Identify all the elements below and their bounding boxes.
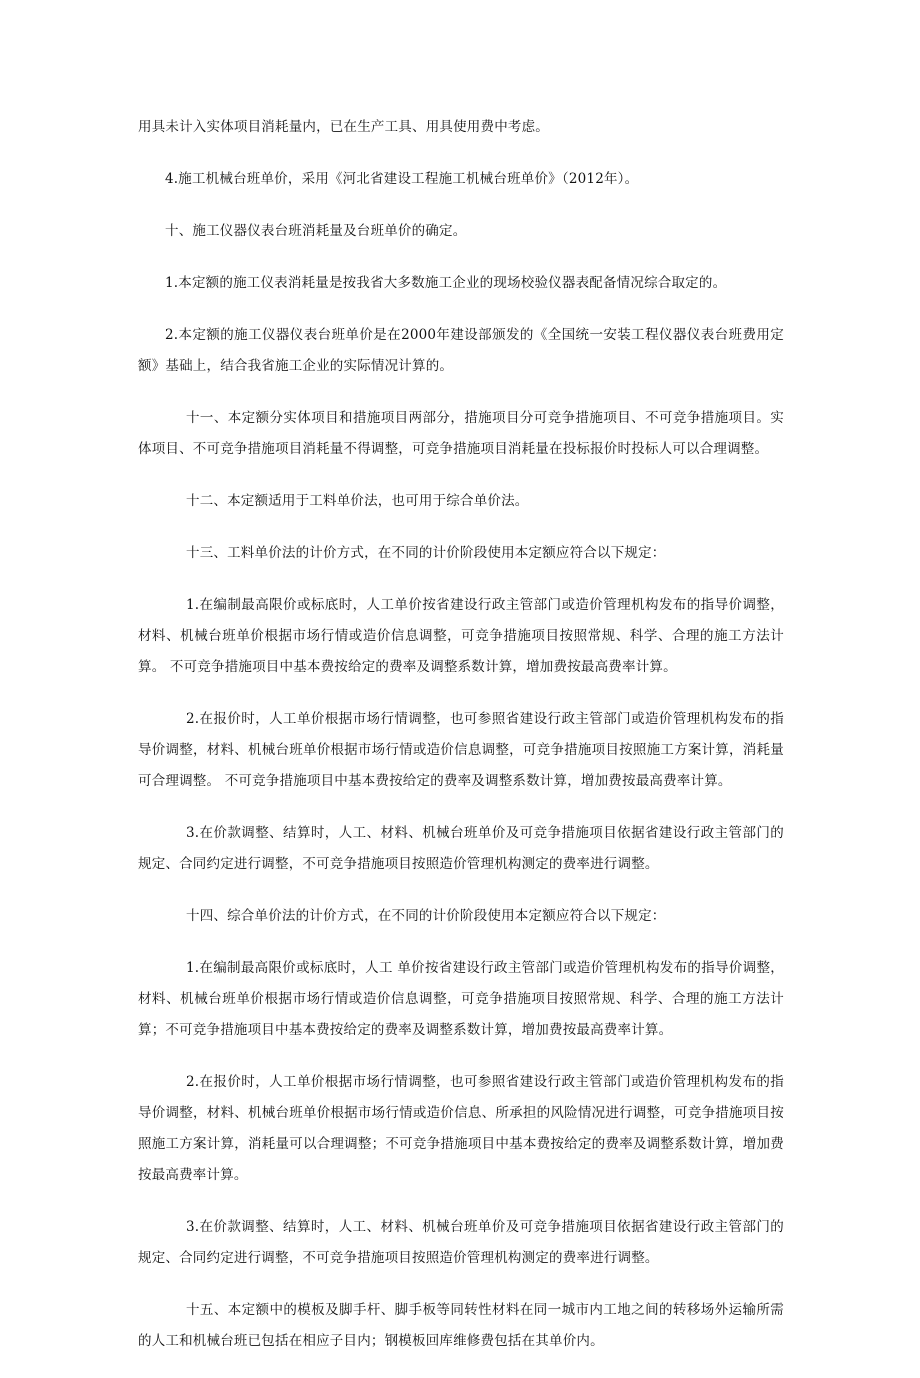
section-14-item-2: 2.在报价时，人工单价根据市场行情调整，也可参照省建设行政主管部门或造价管理机构发布的指导价调整，材料、机械台班单价根据市场行情或造价信息、所承担的风险情况进行调整，可竞争措施项目按照施工方案计算，消耗量可以合理调整；不可竞争措施项目中基本费按给定的费率及调整系数计算，增加费按最高费率计算。 <box>138 1074 784 1183</box>
section-14-item-3: 3.在价款调整、结算时，人工、材料、机械台班单价及可竞争措施项目依据省建设行政主管部门的规定、合同约定进行调整，不可竞争措施项目按照造价管理机构测定的费率进行调整。 <box>138 1219 784 1266</box>
section-12: 十二、本定额适用于工料单价法，也可用于综合单价法。 <box>186 493 529 509</box>
document-body <box>138 112 784 1378</box>
paragraph-continuation: 用具未计入实体项目消耗量内，已在生产工具、用具使用费中考虑。 <box>138 119 549 135</box>
section-13-item-2: 2.在报价时，人工单价根据市场行情调整，也可参照省建设行政主管部门或造价管理机构发布的指导价调整，材料、机械台班单价根据市场行情或造价信息调整，可竞争措施项目按照施工方案计算，消耗量可合理调整。 不可竞争措施项目中基本费按给定的费率及调整系数计算，增加费按最高费率计算。 <box>138 711 784 789</box>
section-11: 十一、本定额分实体项目和措施项目两部分，措施项目分可竞争措施项目、不可竞争措施项目。实体项目、不可竞争措施项目消耗量不得调整，可竞争措施项目消耗量在投标报价时投标人可以合理调整。 <box>138 410 784 457</box>
section-13-item-1: 1.在编制最高限价或标底时，人工单价按省建设行政主管部门或造价管理机构发布的指导价调整，材料、机械台班单价根据市场行情或造价信息调整，可竞争措施项目按照常规、科学、合理的施工方法计算。 不可竞争措施项目中基本费按给定的费率及调整系数计算，增加费按最高费率计算。 <box>138 597 784 675</box>
paragraph-instrument-consumption: 1.本定额的施工仪表消耗量是按我省大多数施工企业的现场校验仪器表配备情况综合取定的。 <box>165 275 727 291</box>
paragraph-instrument-rate: 2.本定额的施工仪器仪表台班单价是在2000年建设部颁发的《全国统一安装工程仪器仪表台班费用定额》基础上，结合我省施工企业的实际情况计算的。 <box>138 327 784 374</box>
section-15: 十五、本定额中的模板及脚手杆、脚手板等同转性材料在同一城市内工地之间的转移场外运输所需的人工和机械台班已包括在相应子目内；钢模板回库维修费包括在其单价内。 <box>138 1302 784 1349</box>
section-14-item-1: 1.在编制最高限价或标底时，人工 单价按省建设行政主管部门或造价管理机构发布的指导价调整，材料、机械台班单价根据市场行情或造价信息调整，可竞争措施项目按照常规、科学、合理的施工方法计算；不可竞争措施项目中基本费按给定的费率及调整系数计算，增加费按最高费率计算。 <box>138 960 784 1038</box>
section-heading-10: 十、施工仪器仪表台班消耗量及台班单价的确定。 <box>165 223 467 239</box>
section-13-item-3: 3.在价款调整、结算时，人工、材料、机械台班单价及可竞争措施项目依据省建设行政主管部门的规定、合同约定进行调整，不可竞争措施项目按照造价管理机构测定的费率进行调整。 <box>138 825 784 872</box>
section-13: 十三、工料单价法的计价方式，在不同的计价阶段使用本定额应符合以下规定： <box>186 545 666 561</box>
paragraph-machine-rate: 4.施工机械台班单价，采用《河北省建设工程施工机械台班单价》（2012年）。 <box>165 171 639 187</box>
section-14: 十四、综合单价法的计价方式，在不同的计价阶段使用本定额应符合以下规定： <box>186 908 666 924</box>
